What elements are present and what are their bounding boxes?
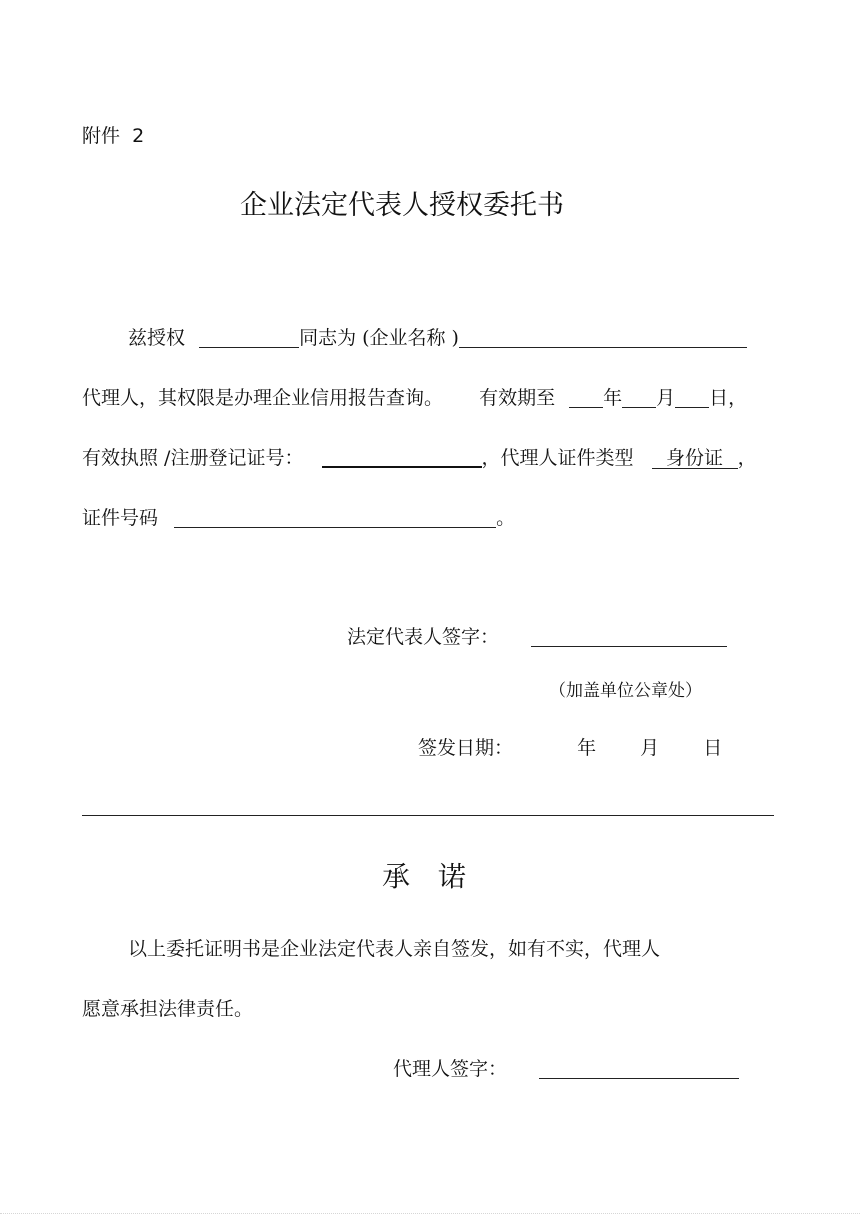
license-number-field[interactable] <box>322 446 482 468</box>
company-name-field[interactable] <box>459 327 747 348</box>
commitment-text-line-2: 愿意承担法律责任。 <box>82 998 254 1020</box>
seal-note: （加盖单位公章处） <box>549 681 702 701</box>
authorization-line-3: 有效执照 /注册登记证号： ，代理人证件类型 身份证 ， <box>82 447 757 469</box>
grantee-name-field[interactable] <box>199 327 299 348</box>
commitment-title: 承 诺 <box>382 860 467 893</box>
authorization-line-1: 兹授权 同志为 (企业名称 ) <box>128 326 747 350</box>
agent-signature-row: 代理人签字： <box>393 1057 739 1081</box>
valid-day-field[interactable] <box>675 387 709 408</box>
document-title: 企业法定代表人授权委托书 <box>240 190 564 221</box>
issue-date-row: 签发日期： 年 月 日 <box>418 737 723 759</box>
attachment-label: 附件 2 <box>82 125 145 147</box>
section-divider <box>82 815 774 816</box>
valid-month-field[interactable] <box>622 387 656 408</box>
legal-rep-signature-field[interactable] <box>531 626 727 647</box>
legal-rep-signature-row: 法定代表人签字： <box>347 625 727 649</box>
authorization-line-4: 证件号码 。 <box>82 507 516 529</box>
page-bottom-edge <box>0 1213 860 1214</box>
valid-year-field[interactable] <box>569 387 603 408</box>
id-number-field[interactable] <box>174 507 496 528</box>
agent-id-type-field[interactable]: 身份证 <box>652 446 738 469</box>
authorization-line-2: 代理人，其权限是办理企业信用报告查询。 有效期至 年 月 日， <box>82 387 748 409</box>
agent-signature-field[interactable] <box>539 1058 739 1079</box>
commitment-text-line-1: 以上委托证明书是企业法定代表人亲自签发，如有不实，代理人 <box>128 938 661 960</box>
